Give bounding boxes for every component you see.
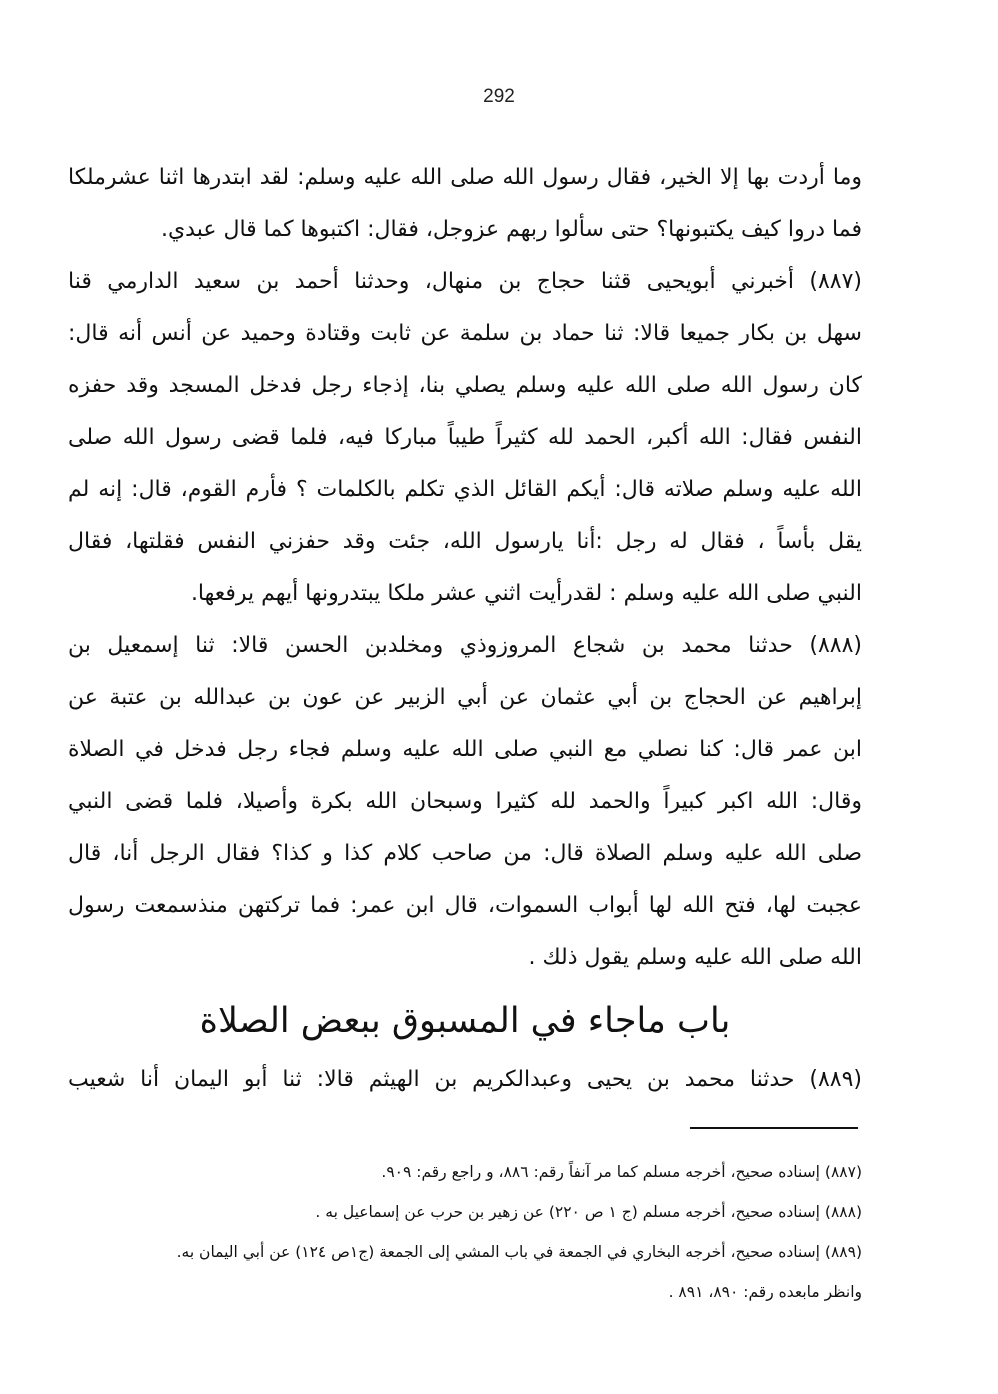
text-line: فما دروا كيف يكتبونها؟ حتى سألوا ربهم عزوجل، فقال: اكتبوها كما قال عبدي. — [160, 217, 862, 242]
footnote-889: (٨٨٩) إسناده صحيح، أخرجه البخاري في الجمعة في باب المشي إلى الجمعة (ج١ص ١٢٤) عن أبي اليمان به. — [176, 1243, 862, 1261]
hadith-888-start: (٨٨٨) حدثنا محمد بن شجاع المروزوذي ومخلدبن الحسن قالا: ثنا إسمعيل بن — [68, 633, 862, 658]
text-line: صلى الله عليه وسلم الصلاة قال: من صاحب كلام كذا و كذا؟ فقال الرجل أنا، قال — [68, 841, 862, 866]
text-line: وقال: الله اكبر كبيراً والحمد لله كثيرا وسبحان الله بكرة وأصيلا، فلما قضى النبي — [68, 789, 862, 814]
text-line: الله صلى الله عليه وسلم يقول ذلك . — [528, 945, 862, 970]
hadith-887-start: (٨٨٧) أخبرني أبويحيى قثنا حجاج بن منهال، وحدثنا أحمد بن سعيد الدارمي قنا — [68, 269, 862, 294]
footnote-889-continued: وانظر مابعده رقم: ٨٩٠، ٨٩١ . — [668, 1283, 862, 1301]
footnote-888: (٨٨٨) إسناده صحيح، أخرجه مسلم (ج ١ ص ٢٢٠) عن زهير بن حرب عن إسماعيل به . — [315, 1203, 862, 1221]
chapter-heading: باب ماجاء في المسبوق ببعض الصلاة — [199, 1001, 731, 1041]
text-line: وما أردت بها إلا الخير، فقال رسول الله صلى الله عليه وسلم: لقد ابتدرها اثنا عشرملكا — [68, 165, 862, 190]
text-line: كان رسول الله صلى الله عليه وسلم يصلي بنا، إذجاء رجل فدخل المسجد وقد حفزه — [68, 373, 862, 398]
page-number: 292 — [483, 86, 515, 107]
text-line: سهل بن بكار جميعا قالا: ثنا حماد بن سلمة عن ثابت وقتادة وحميد عن أنس أنه قال: — [68, 321, 862, 346]
body-text — [68, 152, 862, 1106]
text-line: النفس فقال: الله أكبر، الحمد لله كثيراً طيباً مباركا فيه، فلما قضى رسول الله صلى — [68, 425, 862, 450]
text-line: ابن عمر قال: كنا نصلي مع النبي صلى الله عليه وسلم فجاء رجل فدخل في الصلاة — [68, 737, 862, 762]
hadith-889-start: (٨٨٩) حدثنا محمد بن يحيى وعبدالكريم بن الهيثم قالا: ثنا أبو اليمان أنا شعيب — [68, 1067, 862, 1092]
text-line: عجبت لها، فتح الله لها أبواب السموات، قال ابن عمر: فما تركتهن منذسمعت رسول — [68, 893, 862, 918]
footnote-887: (٨٨٧) إسناده صحيح، أخرجه مسلم كما مر آنفاً رقم: ٨٨٦، و راجع رقم: ٩٠٩. — [381, 1163, 862, 1181]
text-line: النبي صلى الله عليه وسلم : لقدرأيت اثني عشر ملكا يبتدرونها أيهم يرفعها. — [190, 581, 862, 606]
text-line: يقل بأساً ، فقال له رجل :أنا يارسول الله، جئت وقد حفزني النفس فقلتها، فقال — [68, 529, 862, 554]
text-line: الله عليه وسلم صلاته قال: أيكم القائل الذي تكلم بالكلمات ؟ فأرم القوم، قال: إنه لم — [68, 477, 862, 502]
footnotes — [60, 1152, 862, 1312]
footnote-separator — [690, 1127, 858, 1129]
text-line: إبراهيم عن الحجاج بن أبي عثمان عن أبي الزبير عن عون بن عبدالله بن عتبة عن — [68, 685, 862, 710]
